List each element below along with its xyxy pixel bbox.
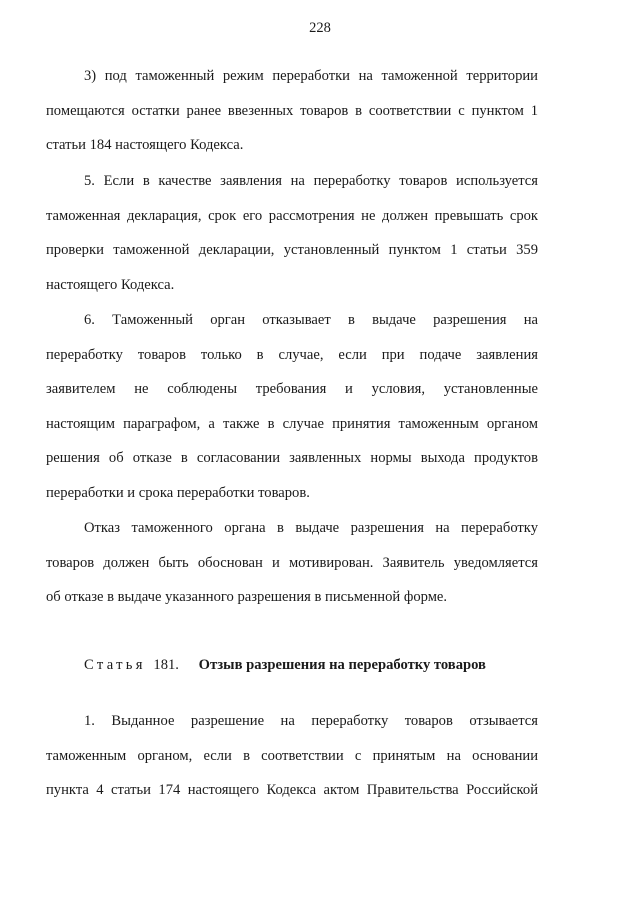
paragraph-refusal	[46, 511, 538, 615]
paragraph-item-3	[46, 59, 538, 163]
article-title: Отзыв разрешения на переработку товаров	[198, 657, 486, 673]
text-line: 5. Если в качестве заявления на переработку товаров используется	[84, 173, 538, 189]
text-line: настоящим параграфом, а также в случае принятия таможенным органом	[46, 415, 538, 432]
text-line: статьи 184 настоящего Кодекса.	[46, 137, 244, 153]
text-line: настоящего Кодекса.	[46, 276, 175, 293]
text-line: об отказе в выдаче указанного разрешения в письменной форме.	[46, 589, 448, 605]
article-number: 181.	[153, 657, 179, 673]
text-line: таможенная декларация, срок его рассмотрения не должен превышать срок	[46, 207, 538, 224]
text-line: 3) под таможенный режим переработки на таможенной территории	[84, 68, 538, 84]
paragraph-point-6	[46, 303, 538, 510]
article-heading	[84, 654, 486, 676]
text-line: переработки и срока переработки товаров.	[46, 484, 310, 501]
text-line: заявителем не соблюдены требования и условия, установленные	[46, 381, 538, 397]
text-line: товаров должен быть обоснован и мотивирован. Заявитель уведомляется	[46, 554, 538, 571]
text-line: 6. Таможенный орган отказывает в выдаче разрешения на	[84, 312, 538, 328]
text-line: таможенным органом, если в соответствии с принятым на основании	[46, 747, 538, 764]
paragraph-article-181-point-1	[46, 704, 538, 808]
text-line: Отказ таможенного органа в выдаче разрешения на переработку	[84, 520, 538, 536]
text-line: помещаются остатки ранее ввезенных товаров в соответствии с пунктом 1	[46, 102, 538, 119]
text-line: проверки таможенной декларации, установленный пунктом 1 статьи 359	[46, 242, 538, 258]
text-line: решения об отказе в согласовании заявленных нормы выхода продуктов	[46, 450, 538, 466]
text-line: 1. Выданное разрешение на переработку товаров отзывается	[84, 713, 538, 729]
article-label: Статья	[84, 657, 146, 673]
paragraph-point-5	[46, 164, 538, 302]
page-number: 228	[309, 20, 331, 36]
text-line: пункта 4 статьи 174 настоящего Кодекса актом Правительства Российской	[46, 782, 538, 798]
text-line: переработку товаров только в случае, если при подаче заявления	[46, 346, 538, 363]
